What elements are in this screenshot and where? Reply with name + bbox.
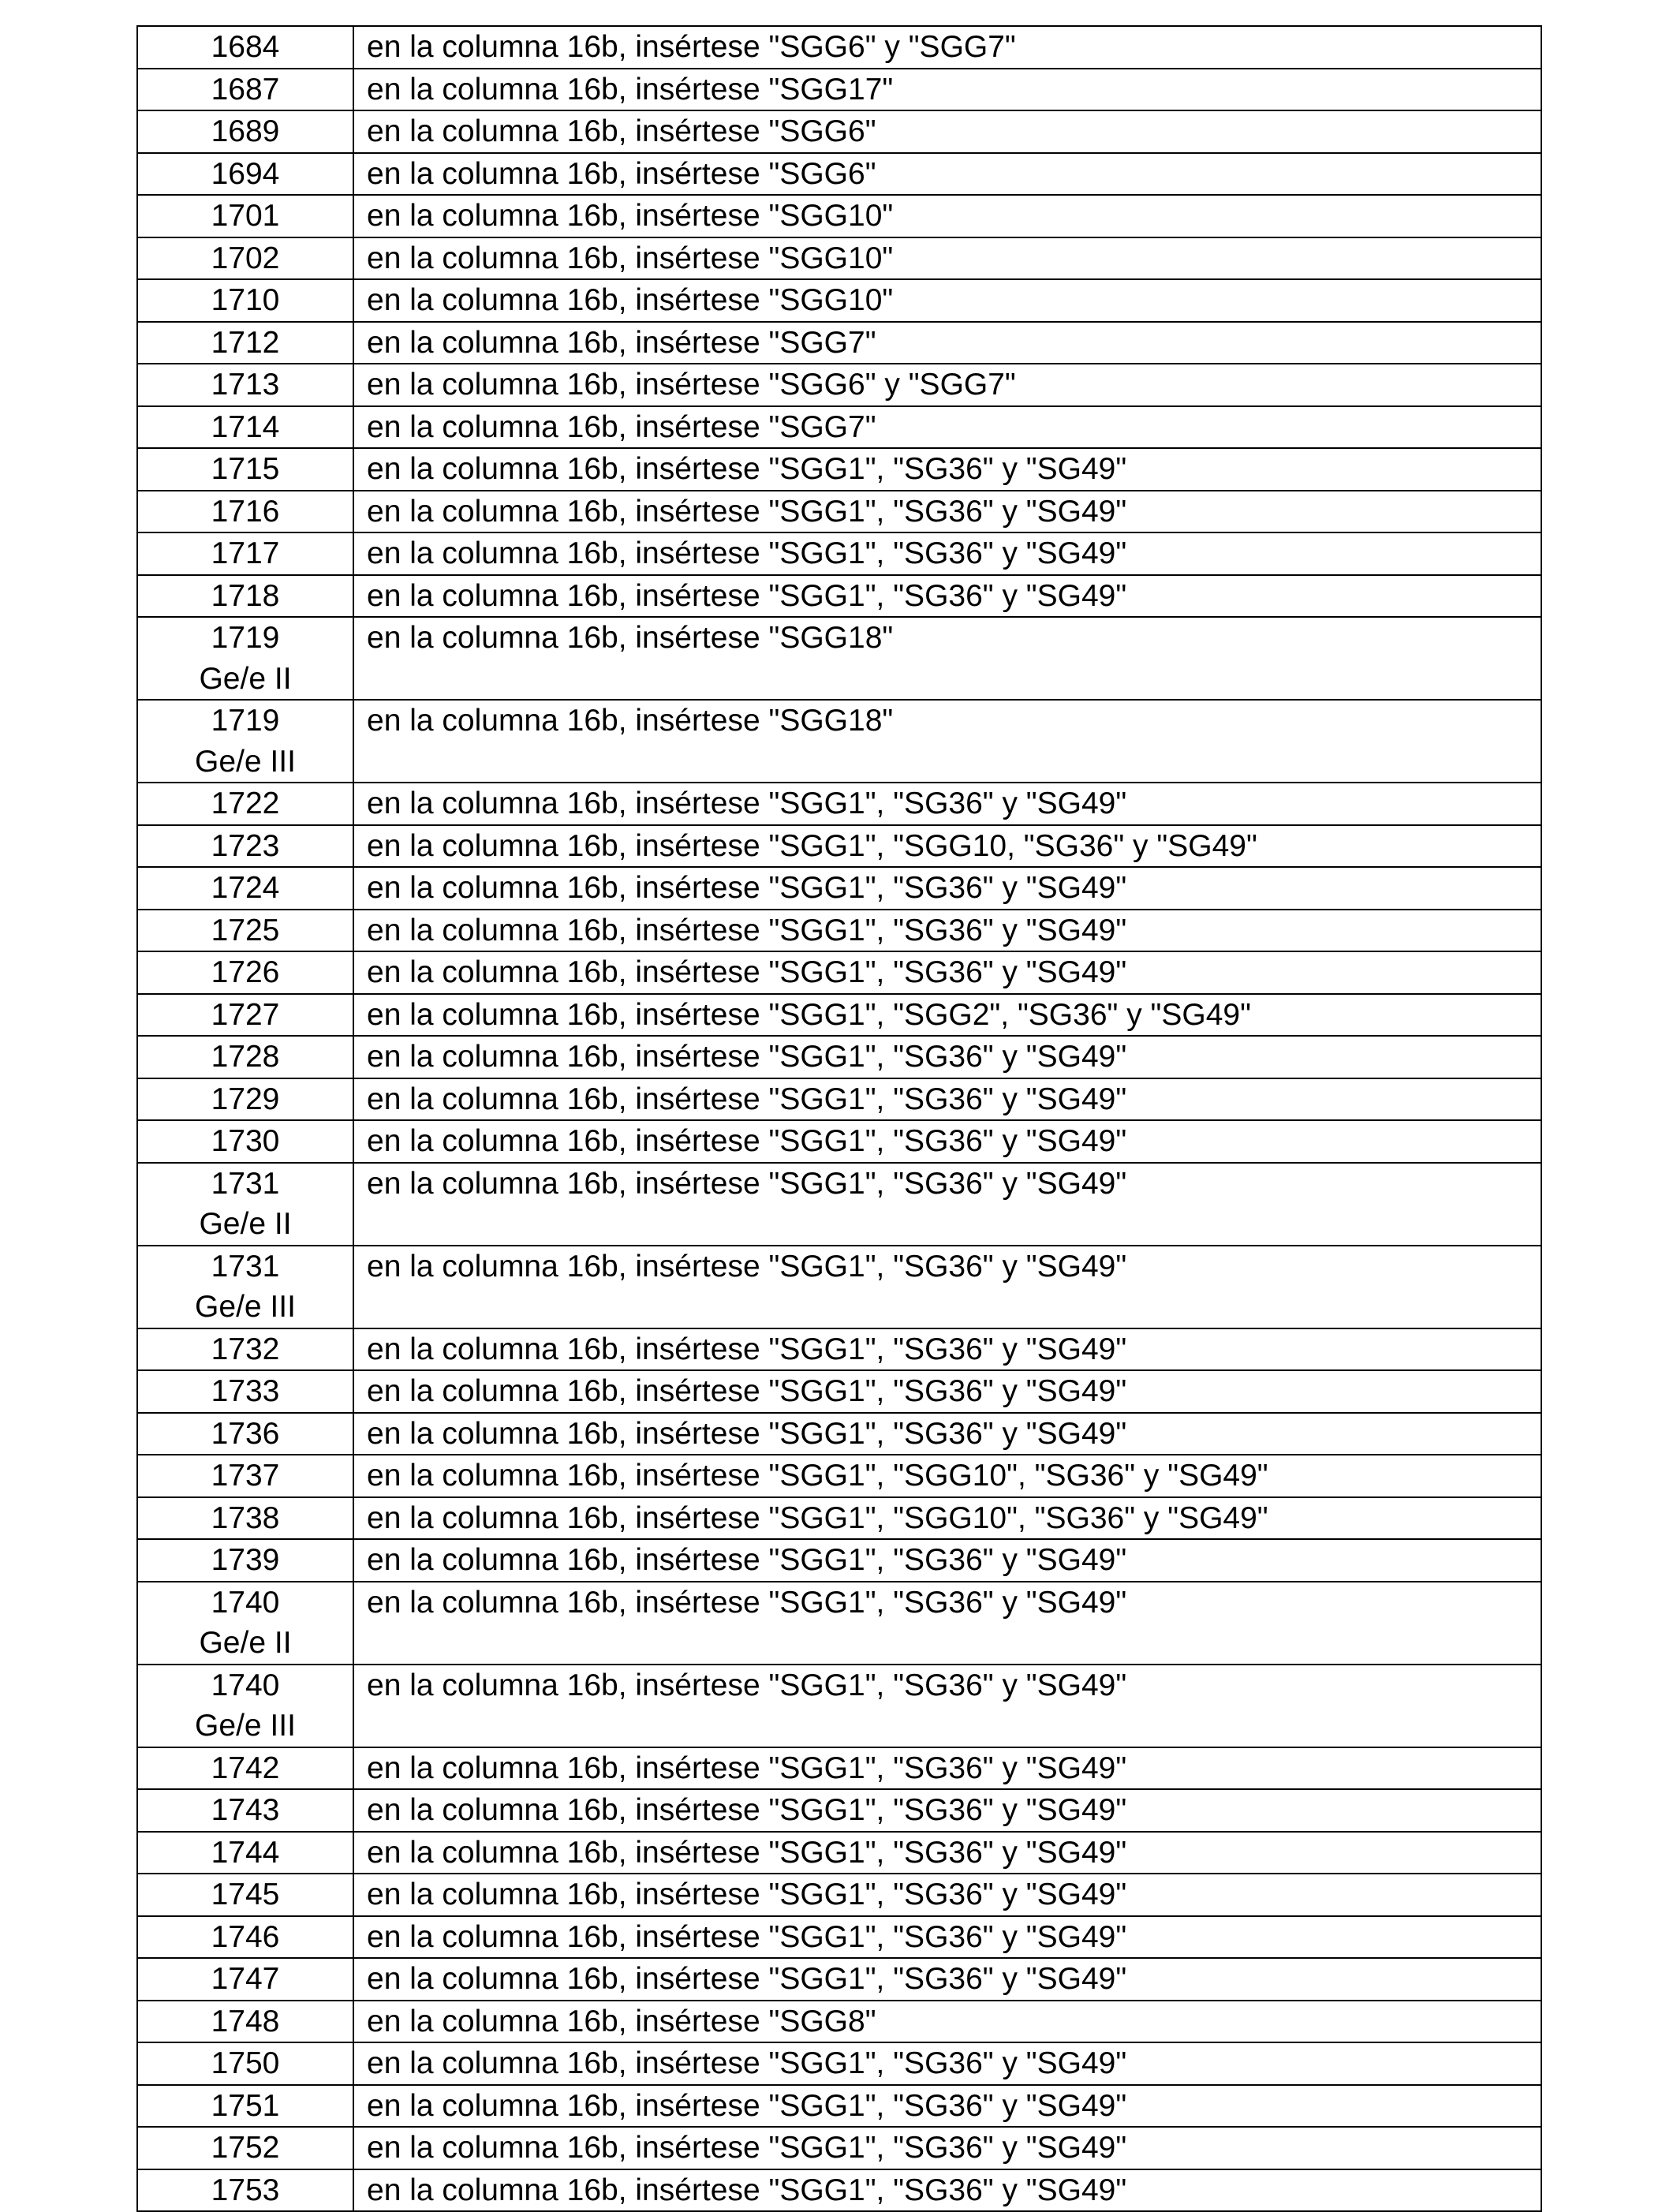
- table-row: [137, 1246, 1541, 1328]
- entry-number: 1684: [211, 30, 280, 64]
- table-row: [137, 1328, 1541, 1371]
- table-row: [137, 491, 1541, 533]
- entry-number-cell: [137, 195, 353, 237]
- entry-number: 1738: [211, 1500, 280, 1535]
- entry-number: 1702: [211, 241, 280, 275]
- amendment-text: en la columna 16b, insértese "SGG8": [353, 2001, 1541, 2043]
- entry-number-cell: [137, 2042, 353, 2085]
- entry-number-cell: [137, 1789, 353, 1832]
- amendment-table: [136, 25, 1542, 2212]
- entry-number-cell: [137, 2169, 353, 2212]
- table-row: [137, 1036, 1541, 1078]
- table-row: [137, 825, 1541, 868]
- amendment-text: en la columna 16b, insértese "SGG1", "SG36" y "SG49": [353, 1747, 1541, 1790]
- amendment-text: en la columna 16b, insértese "SGG1", "SG36" y "SG49": [353, 1916, 1541, 1959]
- entry-number-cell: [137, 1078, 353, 1121]
- entry-subtype: Ge/e II: [199, 1207, 292, 1241]
- entry-number-cell: [137, 1455, 353, 1497]
- entry-number: 1725: [211, 913, 280, 947]
- entry-number: 1748: [211, 2004, 280, 2038]
- entry-number-cell: [137, 910, 353, 952]
- entry-number: 1737: [211, 1459, 280, 1493]
- entry-number: 1753: [211, 2173, 280, 2207]
- amendment-text: en la columna 16b, insértese "SGG1", "SG36" y "SG49": [353, 1370, 1541, 1413]
- entry-number-cell: [137, 1413, 353, 1455]
- table-row: [137, 2085, 1541, 2128]
- entry-number: 1710: [211, 283, 280, 317]
- table-row: [137, 700, 1541, 783]
- entry-number: 1732: [211, 1332, 280, 1366]
- entry-number: 1724: [211, 871, 280, 905]
- entry-number: 1717: [211, 536, 280, 570]
- entry-number: 1719: [211, 704, 280, 738]
- entry-number-cell: [137, 1328, 353, 1371]
- entry-number-cell: [137, 1582, 353, 1665]
- entry-number-cell: [137, 1832, 353, 1874]
- entry-number: 1719: [211, 621, 280, 655]
- amendment-text: en la columna 16b, insértese "SGG1", "SG36" y "SG49": [353, 1078, 1541, 1121]
- amendment-text: en la columna 16b, insértese "SGG1", "SG36" y "SG49": [353, 2169, 1541, 2212]
- table-row: [137, 1163, 1541, 1246]
- table-row: [137, 153, 1541, 196]
- table-row: [137, 1789, 1541, 1832]
- amendment-text: en la columna 16b, insértese "SGG1", "SGG10", "SG36" y "SG49": [353, 1497, 1541, 1540]
- table-row: [137, 532, 1541, 575]
- entry-number-cell: [137, 237, 353, 280]
- entry-number-cell: [137, 69, 353, 111]
- entry-number-cell: [137, 26, 353, 69]
- entry-number-cell: [137, 364, 353, 406]
- amendment-text: en la columna 16b, insértese "SGG1", "SG36" y "SG49": [353, 2085, 1541, 2128]
- entry-number-cell: [137, 1370, 353, 1413]
- table-row: [137, 26, 1541, 69]
- entry-number-cell: [137, 2127, 353, 2169]
- entry-number: 1746: [211, 1919, 280, 1954]
- amendment-text: en la columna 16b, insértese "SGG1", "SG36" y "SG49": [353, 1036, 1541, 1078]
- entry-number: 1729: [211, 1082, 280, 1116]
- table-row: [137, 783, 1541, 825]
- entry-number-cell: [137, 532, 353, 575]
- entry-number: 1751: [211, 2088, 280, 2123]
- entry-number: 1718: [211, 578, 280, 613]
- table-row: [137, 69, 1541, 111]
- entry-number: 1750: [211, 2046, 280, 2080]
- table-row: [137, 1832, 1541, 1874]
- entry-number: 1736: [211, 1416, 280, 1451]
- table-row: [137, 1539, 1541, 1582]
- amendment-text: en la columna 16b, insértese "SGG17": [353, 69, 1541, 111]
- entry-number-cell: [137, 2001, 353, 2043]
- amendment-text: en la columna 16b, insértese "SGG1", "SGG10", "SG36" y "SG49": [353, 1455, 1541, 1497]
- amendment-text: en la columna 16b, insértese "SGG1", "SG36" y "SG49": [353, 1665, 1541, 1747]
- entry-number-cell: [137, 1497, 353, 1540]
- amendment-text: en la columna 16b, insértese "SGG6" y "SGG7": [353, 364, 1541, 406]
- entry-number-cell: [137, 1874, 353, 1916]
- amendment-text: en la columna 16b, insértese "SGG1", "SG36" y "SG49": [353, 910, 1541, 952]
- table-row: [137, 110, 1541, 153]
- amendment-text: en la columna 16b, insértese "SGG1", "SG36" y "SG49": [353, 491, 1541, 533]
- table-row: [137, 2169, 1541, 2212]
- entry-number: 1726: [211, 955, 280, 989]
- amendment-text: en la columna 16b, insértese "SGG18": [353, 617, 1541, 700]
- amendment-text: en la columna 16b, insértese "SGG1", "SG36" y "SG49": [353, 1832, 1541, 1874]
- entry-number-cell: [137, 1916, 353, 1959]
- amendment-text: en la columna 16b, insértese "SGG10": [353, 195, 1541, 237]
- amendment-text: en la columna 16b, insértese "SGG1", "SG36" y "SG49": [353, 783, 1541, 825]
- amendment-text: en la columna 16b, insértese "SGG18": [353, 700, 1541, 783]
- table-row: [137, 1665, 1541, 1747]
- entry-number-cell: [137, 110, 353, 153]
- amendment-text: en la columna 16b, insértese "SGG1", "SG36" y "SG49": [353, 2042, 1541, 2085]
- amendment-text: en la columna 16b, insértese "SGG1", "SG36" y "SG49": [353, 1120, 1541, 1163]
- entry-number-cell: [137, 1958, 353, 2001]
- entry-number-cell: [137, 406, 353, 449]
- table-row: [137, 322, 1541, 364]
- entry-number-cell: [137, 783, 353, 825]
- amendment-text: en la columna 16b, insértese "SGG1", "SG36" y "SG49": [353, 1958, 1541, 2001]
- amendment-text: en la columna 16b, insértese "SGG10": [353, 237, 1541, 280]
- amendment-text: en la columna 16b, insértese "SGG1", "SG36" y "SG49": [353, 1413, 1541, 1455]
- entry-subtype: Ge/e III: [195, 1709, 296, 1743]
- entry-number-cell: [137, 1665, 353, 1747]
- table-row: [137, 195, 1541, 237]
- amendment-text: en la columna 16b, insértese "SGG1", "SG36" y "SG49": [353, 1874, 1541, 1916]
- entry-number: 1730: [211, 1124, 280, 1158]
- entry-number: 1740: [211, 1585, 280, 1620]
- entry-number: 1723: [211, 828, 280, 863]
- entry-number-cell: [137, 951, 353, 994]
- entry-number-cell: [137, 153, 353, 196]
- amendment-text: en la columna 16b, insértese "SGG1", "SG36" y "SG49": [353, 1582, 1541, 1665]
- table-row: [137, 1958, 1541, 2001]
- amendment-text: en la columna 16b, insértese "SGG1", "SG36" y "SG49": [353, 1246, 1541, 1328]
- amendment-text: en la columna 16b, insértese "SGG1", "SG36" y "SG49": [353, 1328, 1541, 1371]
- amendment-text: en la columna 16b, insértese "SGG1", "SGG10, "SG36" y "SG49": [353, 825, 1541, 868]
- entry-number-cell: [137, 448, 353, 491]
- table-row: [137, 1747, 1541, 1790]
- entry-number-cell: [137, 1036, 353, 1078]
- table-row: [137, 1916, 1541, 1959]
- amendment-text: en la columna 16b, insértese "SGG6": [353, 153, 1541, 196]
- amendment-text: en la columna 16b, insértese "SGG1", "SG36" y "SG49": [353, 448, 1541, 491]
- amendment-text: en la columna 16b, insértese "SGG1", "SG36" y "SG49": [353, 532, 1541, 575]
- entry-number: 1752: [211, 2131, 280, 2165]
- entry-subtype: Ge/e III: [195, 1290, 296, 1324]
- entry-number-cell: [137, 994, 353, 1037]
- entry-number: 1739: [211, 1543, 280, 1577]
- table-row: [137, 1455, 1541, 1497]
- entry-number: 1731: [211, 1166, 280, 1201]
- entry-number: 1694: [211, 156, 280, 191]
- table-row: [137, 2042, 1541, 2085]
- entry-number: 1712: [211, 325, 280, 360]
- table-body: [137, 26, 1541, 2211]
- table-row: [137, 910, 1541, 952]
- table-row: [137, 1370, 1541, 1413]
- entry-number-cell: [137, 1246, 353, 1328]
- table-row: [137, 2127, 1541, 2169]
- entry-number-cell: [137, 1120, 353, 1163]
- table-row: [137, 2001, 1541, 2043]
- table-row: [137, 448, 1541, 491]
- entry-number-cell: [137, 575, 353, 618]
- entry-number: 1713: [211, 368, 280, 402]
- entry-number-cell: [137, 617, 353, 700]
- amendment-text: en la columna 16b, insértese "SGG1", "SG36" y "SG49": [353, 575, 1541, 618]
- table-row: [137, 867, 1541, 910]
- table-row: [137, 237, 1541, 280]
- entry-number-cell: [137, 322, 353, 364]
- entry-number: 1728: [211, 1040, 280, 1074]
- entry-number: 1740: [211, 1668, 280, 1702]
- amendment-text: en la columna 16b, insértese "SGG6": [353, 110, 1541, 153]
- entry-number: 1714: [211, 409, 280, 444]
- table-row: [137, 1413, 1541, 1455]
- entry-number-cell: [137, 491, 353, 533]
- amendment-text: en la columna 16b, insértese "SGG1", "SGG2", "SG36" y "SG49": [353, 994, 1541, 1037]
- amendment-text: en la columna 16b, insértese "SGG6" y "SGG7": [353, 26, 1541, 69]
- entry-number: 1701: [211, 199, 280, 233]
- amendment-text: en la columna 16b, insértese "SGG1", "SG36" y "SG49": [353, 2127, 1541, 2169]
- entry-number: 1727: [211, 997, 280, 1032]
- entry-number-cell: [137, 1747, 353, 1790]
- table-row: [137, 406, 1541, 449]
- table-row: [137, 951, 1541, 994]
- table-row: [137, 994, 1541, 1037]
- entry-number: 1687: [211, 72, 280, 106]
- entry-number: 1745: [211, 1878, 280, 1911]
- entry-number: 1731: [211, 1249, 280, 1283]
- entry-number: 1715: [211, 452, 280, 486]
- table-row: [137, 1582, 1541, 1665]
- amendment-text: en la columna 16b, insértese "SGG1", "SG36" y "SG49": [353, 1539, 1541, 1582]
- amendment-text: en la columna 16b, insértese "SGG7": [353, 322, 1541, 364]
- amendment-text: en la columna 16b, insértese "SGG7": [353, 406, 1541, 449]
- entry-number: 1744: [211, 1835, 280, 1870]
- entry-number: 1742: [211, 1751, 280, 1785]
- entry-number-cell: [137, 867, 353, 910]
- amendment-text: en la columna 16b, insértese "SGG1", "SG36" y "SG49": [353, 867, 1541, 910]
- table-row: [137, 1874, 1541, 1916]
- amendment-text: en la columna 16b, insértese "SGG1", "SG36" y "SG49": [353, 951, 1541, 994]
- entry-number-cell: [137, 1163, 353, 1246]
- table-row: [137, 1120, 1541, 1163]
- table-row: [137, 364, 1541, 406]
- entry-subtype: Ge/e II: [199, 661, 292, 696]
- entry-number: 1747: [211, 1962, 280, 1996]
- entry-number: 1743: [211, 1793, 280, 1827]
- amendment-text: en la columna 16b, insértese "SGG1", "SG36" y "SG49": [353, 1163, 1541, 1246]
- amendment-text: en la columna 16b, insértese "SGG1", "SG36" y "SG49": [353, 1789, 1541, 1832]
- amendment-text: en la columna 16b, insértese "SGG10": [353, 279, 1541, 322]
- table-row: [137, 617, 1541, 700]
- entry-number: 1722: [211, 787, 280, 820]
- table-row: [137, 1078, 1541, 1121]
- table-row: [137, 575, 1541, 618]
- table-row: [137, 279, 1541, 322]
- entry-number-cell: [137, 825, 353, 868]
- table-row: [137, 1497, 1541, 1540]
- entry-subtype: Ge/e II: [199, 1626, 292, 1660]
- entry-number: 1716: [211, 494, 280, 529]
- entry-subtype: Ge/e III: [195, 744, 296, 779]
- entry-number-cell: [137, 279, 353, 322]
- entry-number-cell: [137, 700, 353, 783]
- entry-number: 1733: [211, 1374, 280, 1408]
- entry-number-cell: [137, 2085, 353, 2128]
- entry-number-cell: [137, 1539, 353, 1582]
- entry-number: 1689: [211, 114, 280, 148]
